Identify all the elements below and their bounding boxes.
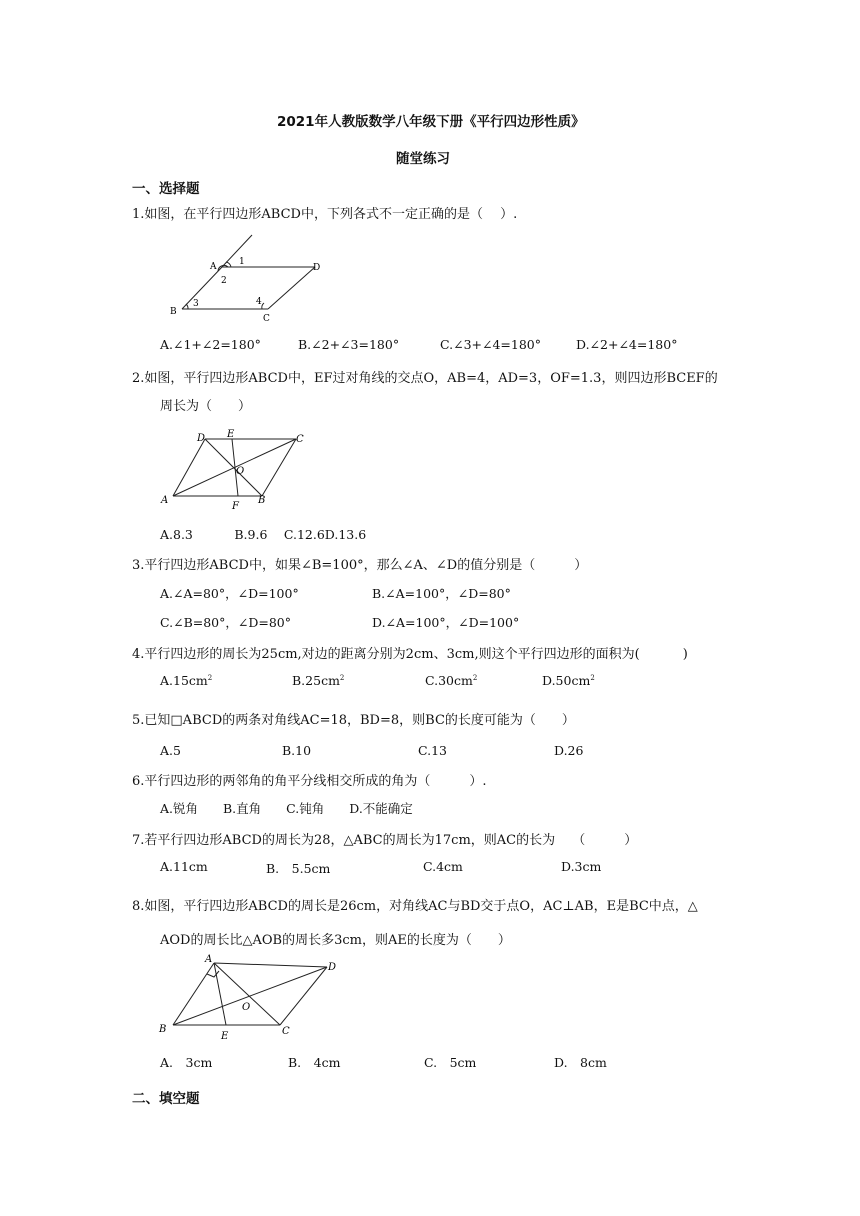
figure1-label-2: 2 [221,276,227,286]
figure8-label-c: C [282,1026,290,1037]
section-heading-choice: 一、选择题 [132,181,200,197]
figure1-label-b: B [170,307,177,317]
q7-option-b: B. 5.5cm [266,861,331,876]
q5-option-a: A.5 [160,743,181,758]
document-title: 2021年人教版数学八年级下册《平行四边形性质》 [277,114,585,130]
q1-option-d: D.∠2+∠4=180° [576,337,678,352]
figure8-label-b: B [159,1024,167,1035]
question-4-text: 4.平行四边形的周长为25cm,对边的距离分别为2cm、3cm,则这个平行四边形的面积为( ) [132,647,688,662]
figure2-label-o: O [236,466,245,477]
q3-option-c: C.∠B=80°，∠D=80° [160,615,292,630]
question-1-figure [160,232,340,324]
q7-option-d: D.3cm [561,859,602,874]
figure1-label-1: 1 [239,257,245,267]
q7-option-a: A.11cm [160,859,208,874]
figure2-label-f: F [232,501,239,512]
q7-option-c: C.4cm [423,859,463,874]
figure8-label-o: O [242,1002,251,1013]
q1-option-a: A.∠1+∠2=180° [160,337,261,352]
question-8-text-line2: AOD的周长比△AOB的周长多3cm，则AE的长度为（ ） [160,933,511,948]
q6-options: A.锐角 B.直角 C.钝角 D.不能确定 [160,801,413,816]
question-1-text: 1.如图，在平行四边形ABCD中，下列各式不一定正确的是（ ）. [132,207,518,222]
figure8-label-a: A [205,954,213,965]
question-8-text-line1: 8.如图，平行四边形ABCD的周长是26cm，对角线AC与BD交于点O，AC⊥AB，E是BC中点，△ [132,899,698,914]
q8-option-a: A. 3cm [160,1055,213,1070]
question-3-text: 3.平行四边形ABCD中，如果∠B=100°，那么∠A、∠D的值分别是（ ） [132,558,588,573]
q1-option-b: B.∠2+∠3=180° [298,337,400,352]
figure2-label-b: B [258,495,266,506]
q3-option-b: B.∠A=100°，∠D=80° [372,586,511,601]
q8-option-d: D. 8cm [554,1055,607,1070]
document-subtitle: 随堂练习 [396,151,450,167]
figure1-label-c: C [263,314,270,324]
q4-option-b: $B.25cm^2$ [292,673,345,688]
question-2-text-line1: 2.如图，平行四边形ABCD中，EF过对角线的交点O，AB=4，AD=3，OF=1.3，则四边形BCEF的 [132,371,718,386]
figure2-label-e: E [227,429,235,440]
question-7-text: 7.若平行四边形ABCD的周长为28，△ABC的周长为17cm，则AC的长为 （ ） [132,833,638,848]
question-5-text: 5.已知□ABCD的两条对角线AC=18，BD=8，则BC的长度可能为（ ） [132,713,575,728]
figure1-label-a: A [210,262,217,272]
figure1-label-4: 4 [256,297,262,307]
figure2-label-a: A [161,495,169,506]
figure8-label-d: D [328,962,337,973]
q8-option-b: B. 4cm [288,1055,341,1070]
q8-option-c: C. 5cm [424,1055,477,1070]
figure1-label-d: D [313,263,321,273]
question-8-figure [155,952,345,1044]
q4-option-a: $A.15cm^2$ [160,673,213,688]
section-heading-fill-blank: 二、填空题 [132,1091,200,1107]
q5-option-c: C.13 [418,743,447,758]
q4-option-c: $C.30cm^2$ [425,673,478,688]
question-2-text-line2: 周长为（ ） [160,399,252,414]
figure1-label-3: 3 [193,299,199,309]
q3-option-d: D.∠A=100°，∠D=100° [372,615,520,630]
q3-option-a: A.∠A=80°，∠D=100° [160,586,299,601]
q1-option-c: C.∠3+∠4=180° [440,337,542,352]
q5-option-d: D.26 [554,743,584,758]
q2-options: A.8.3 B.9.6 C.12.6D.13.6 [160,527,367,542]
q5-option-b: B.10 [282,743,312,758]
q4-option-d: $D.50cm^2$ [542,673,595,688]
question-6-text: 6.平行四边形的两邻角的角平分线相交所成的角为（ ）. [132,774,487,789]
figure2-label-c: C [296,434,304,445]
question-2-figure [155,425,315,515]
figure2-label-d: D [197,433,206,444]
figure8-label-e: E [221,1031,229,1042]
